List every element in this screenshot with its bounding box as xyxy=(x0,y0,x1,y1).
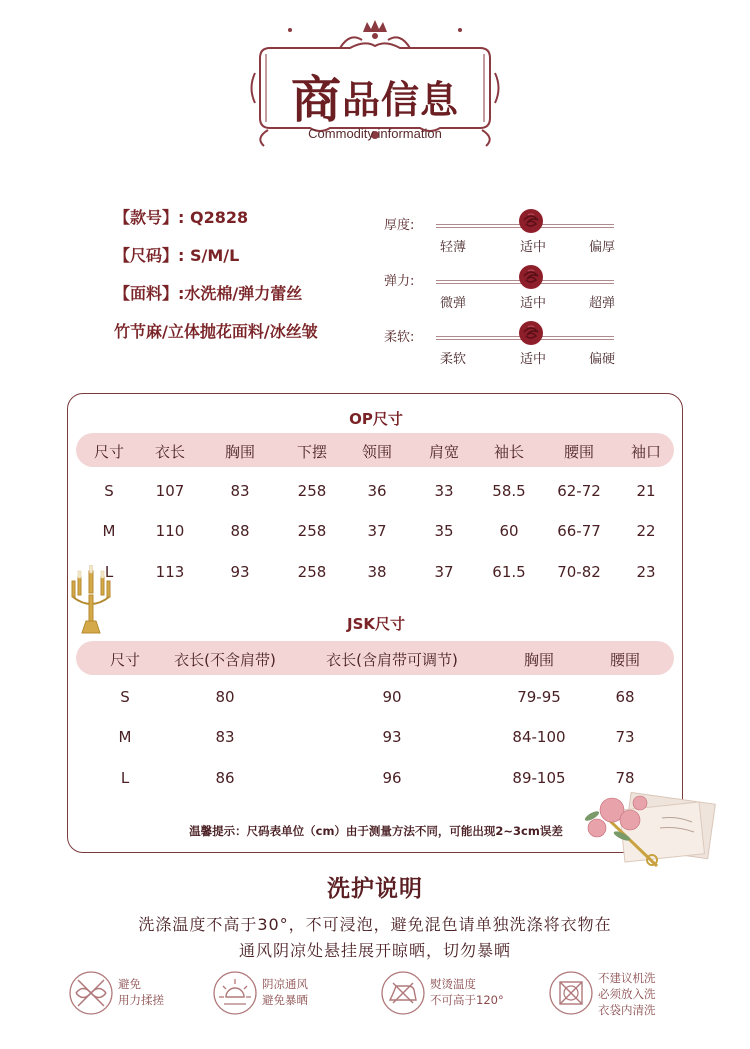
fabric-scale xyxy=(384,326,644,376)
header-frame xyxy=(250,18,500,148)
table-header-cell: 胸围 xyxy=(224,443,256,461)
table-cell: 83 xyxy=(215,728,235,746)
rose-marker-icon xyxy=(518,320,544,350)
care-label: 必须放入洗 xyxy=(598,987,656,1001)
scale-label: 弹力: xyxy=(384,274,415,289)
table-cell: 35 xyxy=(434,522,454,540)
page-subtitle: Commodity information xyxy=(308,126,442,141)
scale-option: 偏厚 xyxy=(589,240,616,255)
table-cell: 258 xyxy=(297,522,327,540)
scale-option: 适中 xyxy=(520,352,547,367)
style-number: 【款号】: Q2828 xyxy=(114,208,249,227)
table-cell: M xyxy=(102,522,116,540)
no-machine-wash-icon xyxy=(548,970,594,1016)
rose-marker-icon xyxy=(518,208,544,238)
table-header-cell: 衣长 xyxy=(154,443,186,461)
flowers-letter-icon xyxy=(582,788,722,868)
table-cell: 80 xyxy=(215,688,235,706)
care-text-line-1: 洗涤温度不高于30°，不可浸泡，避免混色请单独洗涤将衣物在 xyxy=(138,915,612,934)
table-cell: 38 xyxy=(367,563,387,581)
scale-label: 柔软: xyxy=(384,330,415,345)
table-cell: S xyxy=(104,482,114,500)
scale-option: 轻薄 xyxy=(440,240,467,255)
table-cell: 84-100 xyxy=(512,728,566,746)
size-chart-card xyxy=(67,393,683,853)
rose-marker-icon xyxy=(518,264,544,294)
table-header-cell: 胸围 xyxy=(523,651,555,669)
scale-option: 微弹 xyxy=(440,296,467,311)
care-label: 不可高于120° xyxy=(430,993,504,1007)
shade-dry-icon xyxy=(212,970,258,1016)
table-header-cell: 尺寸 xyxy=(109,651,141,669)
table-cell: 107 xyxy=(155,482,185,500)
table-cell: 23 xyxy=(636,563,656,581)
table-cell: 258 xyxy=(297,482,327,500)
table-header-cell: 袖口 xyxy=(630,443,662,461)
table-header-cell: 肩宽 xyxy=(428,443,460,461)
table-cell: 68 xyxy=(615,688,635,706)
table-cell: 86 xyxy=(215,769,235,787)
table-cell: 96 xyxy=(382,769,402,787)
scale-option: 适中 xyxy=(520,296,547,311)
page-title: 商品信息 xyxy=(290,71,459,129)
table-cell: 110 xyxy=(155,522,185,540)
size-notice: 温馨提示：尺码表单位（cm）由于测量方法不同，可能出现2~3cm误差 xyxy=(189,824,563,838)
care-text-line-2: 通风阴凉处悬挂展开晾晒，切勿暴晒 xyxy=(238,941,511,960)
table-header-cell: 腰围 xyxy=(609,651,641,669)
care-label: 熨烫温度 xyxy=(430,977,476,991)
table-cell: 79-95 xyxy=(517,688,561,706)
care-label: 阴凉通风 xyxy=(262,977,308,991)
table-cell: 58.5 xyxy=(492,482,526,500)
care-label: 衣袋内清洗 xyxy=(598,1003,656,1017)
table-cell: 36 xyxy=(367,482,387,500)
table-cell: 93 xyxy=(230,563,250,581)
table-cell: 89-105 xyxy=(512,769,566,787)
scale-option: 偏硬 xyxy=(589,352,616,367)
table-header-cell: 领围 xyxy=(361,443,393,461)
care-label: 用力揉搓 xyxy=(118,993,164,1007)
table-cell: 70-82 xyxy=(557,563,601,581)
table-cell: L xyxy=(120,769,130,787)
fabric-info: 【面料】:水洗棉/弹力蕾丝 xyxy=(114,284,303,303)
table-cell: 33 xyxy=(434,482,454,500)
table-header-cell: 衣长(不含肩带) xyxy=(174,651,276,669)
table-cell: 22 xyxy=(636,522,656,540)
table-cell: 37 xyxy=(434,563,454,581)
scale-option: 柔软 xyxy=(440,352,467,367)
table-cell: 62-72 xyxy=(557,482,601,500)
table-header-cell: 尺寸 xyxy=(93,443,125,461)
table-cell: 37 xyxy=(367,522,387,540)
iron-temp-icon xyxy=(380,970,426,1016)
table-cell: 60 xyxy=(499,522,519,540)
op-size-title: OP尺寸 xyxy=(349,410,403,428)
scale-option: 适中 xyxy=(520,240,547,255)
scale-label: 厚度: xyxy=(384,218,415,233)
table-cell: M xyxy=(118,728,132,746)
fabric-scale xyxy=(384,270,644,320)
scale-option: 超弹 xyxy=(589,296,616,311)
fabric-info-cont: 竹节麻/立体抛花面料/冰丝皱 xyxy=(114,322,318,341)
size-options: 【尺码】: S/M/L xyxy=(114,246,240,265)
care-label: 避免暴晒 xyxy=(262,993,308,1007)
table-cell: 66-77 xyxy=(557,522,601,540)
product-info xyxy=(114,206,318,358)
table-cell: 78 xyxy=(615,769,635,787)
fabric-scale xyxy=(384,214,644,264)
no-wring-icon xyxy=(68,970,114,1016)
table-cell: 61.5 xyxy=(492,563,526,581)
table-header-cell: 袖长 xyxy=(493,443,525,461)
table-cell: 93 xyxy=(382,728,402,746)
table-cell: 113 xyxy=(155,563,185,581)
table-cell: 21 xyxy=(636,482,656,500)
table-cell: 88 xyxy=(230,522,250,540)
table-cell: 90 xyxy=(382,688,402,706)
table-header-cell: 腰围 xyxy=(563,443,595,461)
care-label: 避免 xyxy=(118,977,141,991)
candelabra-icon xyxy=(70,565,112,635)
care-label: 不建议机洗 xyxy=(598,971,656,985)
table-cell: L xyxy=(104,563,114,581)
table-header-cell: 衣长(含肩带可调节) xyxy=(326,651,458,669)
jsk-size-title: JSK尺寸 xyxy=(346,615,405,633)
care-title: 洗护说明 xyxy=(327,876,423,902)
table-header-cell: 下摆 xyxy=(296,443,328,461)
table-cell: 83 xyxy=(230,482,250,500)
table-cell: 73 xyxy=(615,728,635,746)
table-cell: S xyxy=(120,688,130,706)
table-cell: 258 xyxy=(297,563,327,581)
